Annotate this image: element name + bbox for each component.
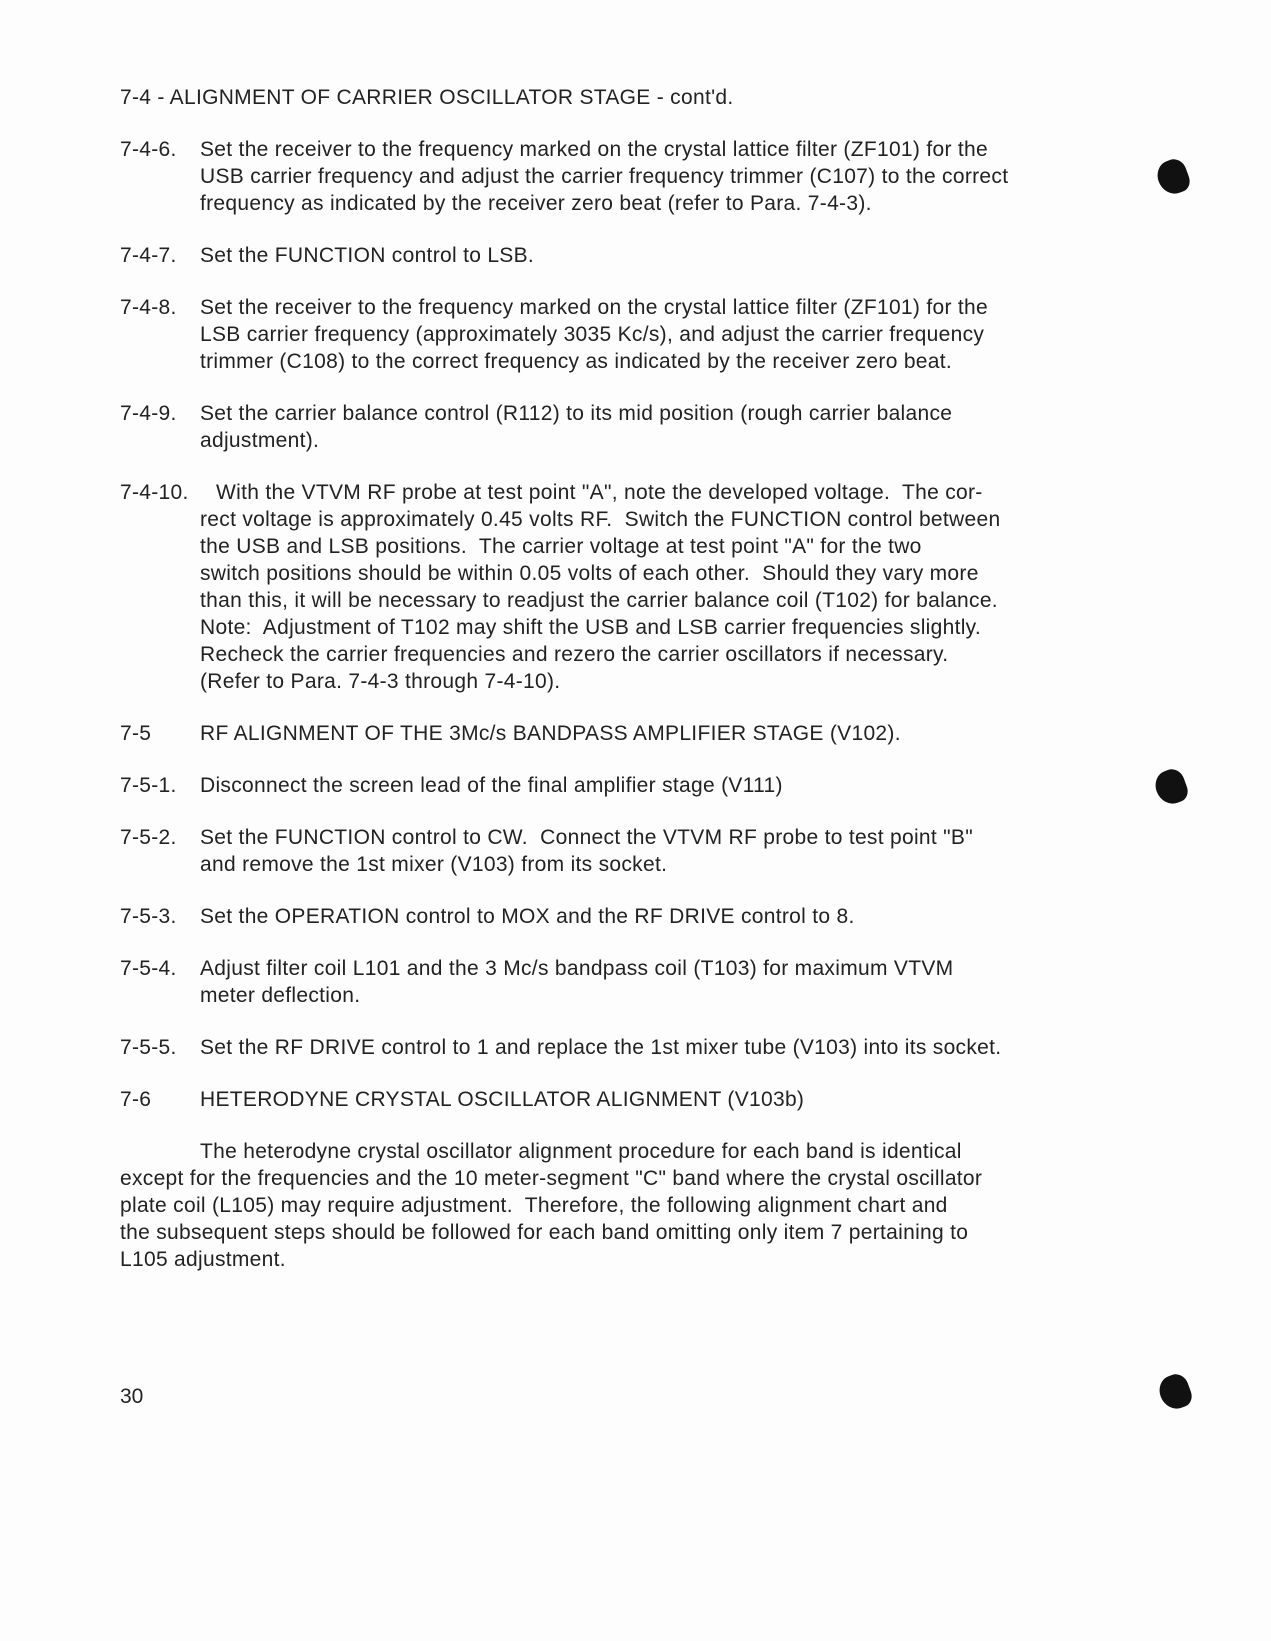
section-heading [120, 84, 1120, 111]
item-number: 7-5-1. [120, 774, 177, 797]
item-number: 7-5-2. [120, 826, 177, 849]
item-number: 7-4-6. [120, 138, 177, 161]
item-line [120, 955, 1120, 982]
numbered-item [120, 1034, 1120, 1061]
numbered-item [120, 294, 1120, 375]
item-text: Set the receiver to the frequency marked on the crystal lattice filter (ZF101) for the [200, 138, 988, 161]
item-text: RF ALIGNMENT OF THE 3Mc/s BANDPASS AMPLIFIER STAGE (V102). [200, 722, 901, 745]
item-line [120, 294, 1120, 321]
item-line [120, 720, 1120, 747]
item-text: Set the FUNCTION control to CW. Connect the VTVM RF probe to test point "B" [200, 826, 973, 849]
paragraph-line: the subsequent steps should be followed for each band omitting only item 7 pertaining to [120, 1221, 969, 1244]
numbered-item [120, 479, 1120, 695]
item-line: USB carrier frequency and adjust the carrier frequency trimmer (C107) to the correct [200, 165, 1009, 188]
binder-hole-icon [1151, 766, 1191, 808]
item-line: rect voltage is approximately 0.45 volts RF. Switch the FUNCTION control between [200, 508, 1001, 531]
item-line: the USB and LSB positions. The carrier voltage at test point "A" for the two [200, 535, 922, 558]
item-line: adjustment). [200, 429, 320, 452]
item-text: Disconnect the screen lead of the final amplifier stage (V111) [200, 774, 783, 797]
item-line [120, 1086, 1120, 1113]
numbered-item [120, 242, 1120, 269]
item-line [120, 824, 1120, 851]
numbered-item [120, 772, 1120, 799]
item-line [120, 400, 1120, 427]
item-text: Set the RF DRIVE control to 1 and replace the 1st mixer tube (V103) into its socket. [200, 1036, 1002, 1059]
item-text: Set the FUNCTION control to LSB. [200, 244, 535, 267]
item-line [120, 136, 1120, 163]
item-line [120, 1034, 1120, 1061]
item-line: Recheck the carrier frequencies and rezero the carrier oscillators if necessary. [200, 643, 949, 666]
item-line: switch positions should be within 0.05 volts of each other. Should they vary more [200, 562, 979, 585]
item-text: With the VTVM RF probe at test point "A", note the developed voltage. The cor- [216, 481, 983, 504]
binder-hole-icon [1155, 1371, 1195, 1413]
item-line: LSB carrier frequency (approximately 3035 Kc/s), and adjust the carrier frequency [200, 323, 985, 346]
item-number: 7-5-5. [120, 1036, 177, 1059]
binder-hole-icon [1153, 156, 1193, 198]
item-text: Adjust filter coil L101 and the 3 Mc/s bandpass coil (T103) for maximum VTVM [200, 957, 954, 980]
item-line [120, 772, 1120, 799]
heading-text: 7-4 - ALIGNMENT OF CARRIER OSCILLATOR STAGE - cont'd. [120, 86, 734, 109]
item-line: frequency as indicated by the receiver zero beat (refer to Para. 7-4-3). [200, 192, 872, 215]
item-line: than this, it will be necessary to readjust the carrier balance coil (T102) for balance. [200, 589, 998, 612]
item-text: HETERODYNE CRYSTAL OSCILLATOR ALIGNMENT (V103b) [200, 1088, 805, 1111]
numbered-item [120, 400, 1120, 454]
numbered-item [120, 903, 1120, 930]
item-text: Set the carrier balance control (R112) to its mid position (rough carrier balance [200, 402, 953, 425]
item-line [120, 242, 1120, 269]
item-number: 7-4-8. [120, 296, 177, 319]
paragraph-line: The heterodyne crystal oscillator alignment procedure for each band is identical [200, 1140, 962, 1163]
item-text: Set the OPERATION control to MOX and the RF DRIVE control to 8. [200, 905, 855, 928]
item-number: 7-5-3. [120, 905, 177, 928]
item-number: 7-4-10. [120, 481, 189, 504]
paragraph-line: except for the frequencies and the 10 meter-segment "C" band where the crystal oscillator [120, 1167, 983, 1190]
item-number: 7-5-4. [120, 957, 177, 980]
item-line [120, 479, 1120, 506]
item-line: trimmer (C108) to the correct frequency as indicated by the receiver zero beat. [200, 350, 953, 373]
item-number: 7-5 [120, 722, 152, 745]
item-number: 7-4-7. [120, 244, 177, 267]
numbered-item [120, 1086, 1120, 1113]
closing-paragraph [120, 1138, 1120, 1273]
item-line [120, 903, 1120, 930]
item-line: and remove the 1st mixer (V103) from its socket. [200, 853, 668, 876]
numbered-item [120, 720, 1120, 747]
paragraph-line: L105 adjustment. [120, 1248, 286, 1271]
item-line: (Refer to Para. 7-4-3 through 7-4-10). [200, 670, 561, 693]
page-number: 30 [120, 1385, 144, 1408]
numbered-item [120, 824, 1120, 878]
item-number: 7-4-9. [120, 402, 177, 425]
item-line: meter deflection. [200, 984, 361, 1007]
paragraph-line: plate coil (L105) may require adjustment. Therefore, the following alignment chart and [120, 1194, 948, 1217]
document-body [120, 84, 1120, 1298]
numbered-item [120, 955, 1120, 1009]
item-line: Note: Adjustment of T102 may shift the USB and LSB carrier frequencies slightly. [200, 616, 982, 639]
item-text: Set the receiver to the frequency marked on the crystal lattice filter (ZF101) for the [200, 296, 988, 319]
numbered-item [120, 136, 1120, 217]
item-number: 7-6 [120, 1088, 152, 1111]
